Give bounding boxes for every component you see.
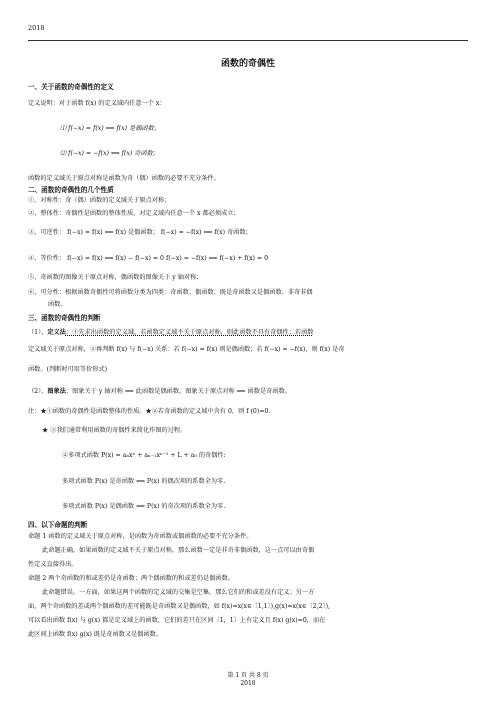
header-year: 2018 <box>28 24 45 32</box>
property-equivalence: ④、等价性： f(−x) = f(x) ⟺ f(x) − f(−x) = 0 f(−x) = −f(x) ⟺ f(−x) + f(x) = 0 <box>28 255 269 262</box>
method-number: （2）、 <box>28 388 48 395</box>
claim-2-explanation-line1: 此命题错误。一方面，如果这两个函数的定义域的交集是空集，那么它们的和或差没有定义；另一方 <box>42 589 315 596</box>
method-name: 图象法 <box>47 388 66 395</box>
property-symmetry: ①、对称性：奇（偶）函数的定义域关于原点对称； <box>28 197 171 204</box>
method-definition-line1 <box>28 329 313 337</box>
method-text: ：①先求出函数的定义域，若函数定义域不关于原点对称，则此函数不具有奇偶性；若函数 <box>65 329 314 336</box>
method-name: 定义法 <box>47 329 66 336</box>
method-number: （1）、 <box>28 329 48 336</box>
property-reversibility: ③、可逆性： f(−x) = f(x) ⟺ f(x) 是偶函数； f(−x) = −f(x) ⟺ f(x) 奇函数； <box>28 229 252 236</box>
method-definition-line2: 定义域关于原点对称，②再判断 f(x) 与 f(−x) 关系：若 f(−x) = f(x) 则是偶函数；若 f(−x) = −f(x)，则 f(x) 是奇 <box>28 346 345 353</box>
claim-1: 命题 1 函数的定义域关于原点对称，是函数为奇函数或偶函数的必要不充分条件。 <box>28 533 253 540</box>
method-graph-line <box>28 388 291 396</box>
claim-1-explanation-line2: 性定义直接得出。 <box>28 561 78 568</box>
definition-note: 函数的定义域关于原点对称是函数为奇（偶）函数的必要不充分条件。 <box>28 175 220 182</box>
section-1-heading: 一、关于函数的奇偶性的定义 <box>28 83 114 91</box>
polynomial-odd-line: 多项式函数 P(x) 是奇函数 ⟺ P(x) 的偶次项的系数全为零. <box>62 478 226 485</box>
property-separability-line2: 函数。 <box>48 301 67 308</box>
section-2-heading: 二、函数的奇偶性的几个性质 <box>28 186 114 194</box>
property-separability-line1: ⑥、可分性：根据函数奇偶性可将函数分类为四类：奇函数、偶函数、既是奇函数又是偶函数、非奇非偶 <box>28 289 313 296</box>
note-line-2: ★ ③我们通常利用函数的奇偶性来简化作图的过程。 <box>42 427 187 434</box>
page-title: 函数的奇偶性 <box>220 59 275 69</box>
property-wholeness: ②、整体性：奇偶性是函数的整体性质，对定义域内任意一个 x 都必须成立； <box>28 210 240 217</box>
claim-2-explanation-line4: 此区间上函数 f(x) g(x) 既是奇函数又是偶函数。 <box>28 631 162 638</box>
polynomial-line: ④多项式函数 P(x) = aₙxⁿ + aₙ₋₁xⁿ⁻¹ + L + a₀ 的奇偶性: <box>62 452 226 459</box>
claim-2: 命题 2 两个奇函数的和或差仍是奇函数；两个偶函数的和或差仍是偶函数。 <box>28 575 234 582</box>
polynomial-even-line: 多项式函数 P(x) 是偶函数 ⟺ P(x) 的奇次项的系数全为零. <box>62 503 226 510</box>
property-graph: ⑤、奇函数的图像关于原点对称，偶函数的图像关于 y 轴对称； <box>28 274 203 281</box>
section-3-heading: 三、函数的奇偶性的判断 <box>28 314 101 322</box>
method-text: ：图象关于 y 轴对称 ⟺ 此函数是偶函数。图象关于原点对称 ⟺ 函数是奇函数。 <box>65 388 291 395</box>
claim-2-explanation-line3: 可以看出函数 f(x) 与 g(x) 都是定义域上的函数，它们的差只在区间〔1，1〕上有定义且 f(x) g(x)=0，而在 <box>28 617 326 624</box>
definition-text: 定义说明：对于函数 f(x) 的定义域内任意一个 x： <box>28 100 166 107</box>
definition-item-odd: ⑵ f(−x) = −f(x) ⟺ f(x) 奇函数； <box>60 150 159 157</box>
definition-item-even: ⑴ f(−x) = f(x) ⟺ f(x) 是偶函数； <box>60 125 160 132</box>
note-line-1: 注：★①函数的奇偶性是函数整体的性质。★②若奇函数的定义域中含有 0，则 f (0)=0. <box>28 408 271 415</box>
section-4-heading: 四、以下命题的判断 <box>28 521 88 529</box>
claim-2-explanation-line2: 面，两个奇函数的差或两个偶函数的差可能既是奇函数又是偶函数，如 f(x)=x(x∈〔1,1〕),g(x)=x(x∈〔2,2〕), <box>28 603 330 610</box>
method-definition-line3: 函数。(判断时可用等价形式) <box>28 366 108 373</box>
header-rule <box>28 40 468 41</box>
claim-1-explanation-line1: 此命题正确。如果函数的定义域不关于原点对称，那么函数一定是非奇非偶函数，这一点可以由奇偶 <box>42 547 315 554</box>
footer-page-number: 第 1 页 共 8 页 <box>227 672 269 679</box>
footer-year: 2018 <box>240 680 256 687</box>
